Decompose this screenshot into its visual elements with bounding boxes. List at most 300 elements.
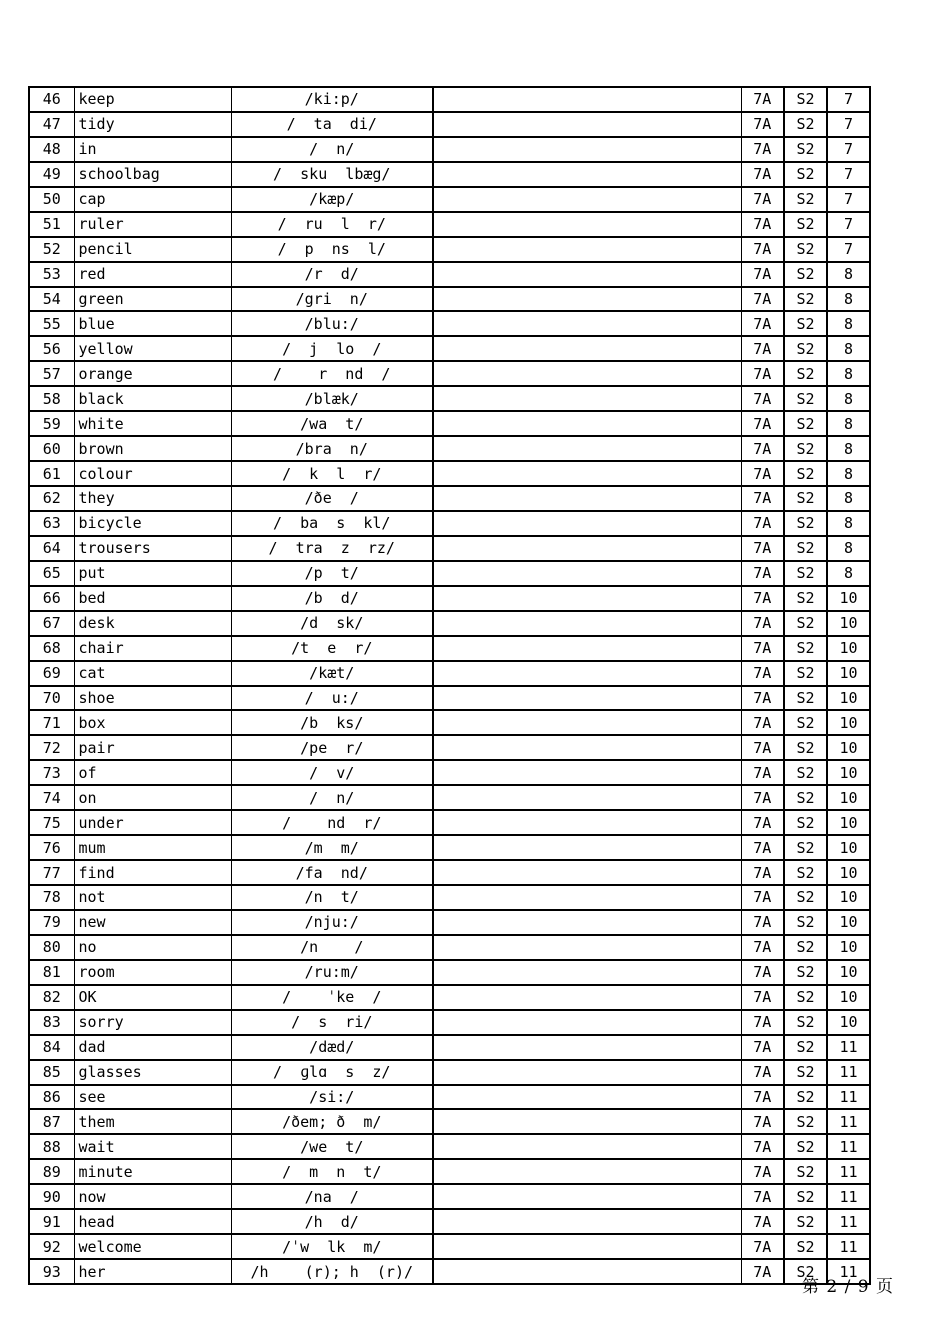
table-row [29,1134,870,1159]
blank-cell [433,1060,741,1085]
row-number: 76 [29,835,74,860]
row-number: 83 [29,1010,74,1035]
table-row [29,212,870,237]
word-cell: cap [74,187,231,212]
phonetic-cell: /kæp/ [231,187,433,212]
lesson-cell: 11 [827,1035,870,1060]
table-row [29,1209,870,1234]
lesson-cell: 10 [827,785,870,810]
table-row [29,461,870,486]
blank-cell [433,237,741,262]
lesson-cell: 10 [827,985,870,1010]
blank-cell [433,511,741,536]
table-row [29,561,870,586]
word-cell: not [74,885,231,910]
blank-cell [433,935,741,960]
phonetic-cell: / tra z rz/ [231,536,433,561]
lesson-cell: 8 [827,336,870,361]
phonetic-cell: /kæt/ [231,661,433,686]
blank-cell [433,1010,741,1035]
lesson-cell: 10 [827,611,870,636]
unit-cell: S2 [784,835,827,860]
lesson-cell: 10 [827,910,870,935]
word-cell: new [74,910,231,935]
unit-cell: S2 [784,611,827,636]
grade-cell: 7A [741,1234,784,1259]
row-number: 66 [29,586,74,611]
row-number: 70 [29,686,74,711]
grade-cell: 7A [741,137,784,162]
phonetic-cell: /blæk/ [231,386,433,411]
grade-cell: 7A [741,611,784,636]
phonetic-cell: /t e r/ [231,636,433,661]
blank-cell [433,735,741,760]
unit-cell: S2 [784,386,827,411]
lesson-cell: 10 [827,686,870,711]
row-number: 69 [29,661,74,686]
lesson-cell: 11 [827,1184,870,1209]
table-row [29,237,870,262]
table-row [29,960,870,985]
lesson-cell: 11 [827,1159,870,1184]
grade-cell: 7A [741,960,784,985]
lesson-cell: 10 [827,960,870,985]
word-cell: red [74,262,231,287]
unit-cell: S2 [784,860,827,885]
lesson-cell: 10 [827,760,870,785]
row-number: 73 [29,760,74,785]
blank-cell [433,436,741,461]
grade-cell: 7A [741,187,784,212]
unit-cell: S2 [784,1010,827,1035]
lesson-cell: 7 [827,212,870,237]
word-cell: white [74,411,231,436]
grade-cell: 7A [741,686,784,711]
word-cell: put [74,561,231,586]
row-number: 53 [29,262,74,287]
blank-cell [433,860,741,885]
lesson-cell: 8 [827,311,870,336]
blank-cell [433,336,741,361]
table-row [29,112,870,137]
blank-cell [433,1209,741,1234]
table-row [29,511,870,536]
table-row [29,536,870,561]
grade-cell: 7A [741,835,784,860]
word-cell: on [74,785,231,810]
word-cell: ruler [74,212,231,237]
phonetic-cell: / k l r/ [231,461,433,486]
table-row [29,910,870,935]
unit-cell: S2 [784,511,827,536]
table-row [29,311,870,336]
row-number: 84 [29,1035,74,1060]
row-number: 74 [29,785,74,810]
unit-cell: S2 [784,287,827,312]
row-number: 88 [29,1134,74,1159]
unit-cell: S2 [784,162,827,187]
grade-cell: 7A [741,361,784,386]
phonetic-cell: /b d/ [231,586,433,611]
blank-cell [433,461,741,486]
row-number: 62 [29,486,74,511]
grade-cell: 7A [741,636,784,661]
phonetic-cell: / j lo / [231,336,433,361]
grade-cell: 7A [741,586,784,611]
unit-cell: S2 [784,810,827,835]
unit-cell: S2 [784,960,827,985]
lesson-cell: 11 [827,1085,870,1110]
phonetic-cell: / n/ [231,137,433,162]
row-number: 77 [29,860,74,885]
row-number: 89 [29,1159,74,1184]
phonetic-cell: / ɡlɑ s z/ [231,1060,433,1085]
table-row [29,486,870,511]
phonetic-cell: / m n t/ [231,1159,433,1184]
table-row [29,835,870,860]
lesson-cell: 11 [827,1060,870,1085]
table-row [29,1085,870,1110]
table-row [29,810,870,835]
word-cell: of [74,760,231,785]
phonetic-cell: /b ks/ [231,710,433,735]
grade-cell: 7A [741,985,784,1010]
phonetic-cell: / sku lbæg/ [231,162,433,187]
lesson-cell: 8 [827,436,870,461]
blank-cell [433,885,741,910]
word-cell: bicycle [74,511,231,536]
grade-cell: 7A [741,1159,784,1184]
grade-cell: 7A [741,87,784,112]
blank-cell [433,536,741,561]
phonetic-cell: /gri n/ [231,287,433,312]
word-cell: find [74,860,231,885]
grade-cell: 7A [741,710,784,735]
row-number: 75 [29,810,74,835]
unit-cell: S2 [784,1060,827,1085]
unit-cell: S2 [784,187,827,212]
grade-cell: 7A [741,411,784,436]
grade-cell: 7A [741,212,784,237]
blank-cell [433,287,741,312]
word-cell: pencil [74,237,231,262]
unit-cell: S2 [784,311,827,336]
word-cell: head [74,1209,231,1234]
row-number: 59 [29,411,74,436]
row-number: 91 [29,1209,74,1234]
grade-cell: 7A [741,1035,784,1060]
word-cell: room [74,960,231,985]
word-cell: tidy [74,112,231,137]
blank-cell [433,835,741,860]
blank-cell [433,1035,741,1060]
table-row [29,586,870,611]
grade-cell: 7A [741,262,784,287]
unit-cell: S2 [784,735,827,760]
grade-cell: 7A [741,311,784,336]
lesson-cell: 8 [827,262,870,287]
word-cell: them [74,1109,231,1134]
row-number: 86 [29,1085,74,1110]
table-row [29,336,870,361]
row-number: 46 [29,87,74,112]
row-number: 72 [29,735,74,760]
lesson-cell: 11 [827,1209,870,1234]
row-number: 80 [29,935,74,960]
word-cell: her [74,1259,231,1284]
lesson-cell: 10 [827,710,870,735]
row-number: 47 [29,112,74,137]
row-number: 87 [29,1109,74,1134]
blank-cell [433,1259,741,1284]
blank-cell [433,212,741,237]
word-cell: pair [74,735,231,760]
row-number: 67 [29,611,74,636]
blank-cell [433,162,741,187]
grade-cell: 7A [741,386,784,411]
blank-cell [433,1184,741,1209]
table-row [29,760,870,785]
unit-cell: S2 [784,237,827,262]
word-cell: OK [74,985,231,1010]
lesson-cell: 10 [827,935,870,960]
row-number: 60 [29,436,74,461]
word-cell: colour [74,461,231,486]
row-number: 51 [29,212,74,237]
phonetic-cell: /we t/ [231,1134,433,1159]
phonetic-cell: /h (r); h (r)/ [231,1259,433,1284]
row-number: 68 [29,636,74,661]
unit-cell: S2 [784,1159,827,1184]
blank-cell [433,386,741,411]
word-cell: now [74,1184,231,1209]
phonetic-cell: / ta di/ [231,112,433,137]
phonetic-cell: /n t/ [231,885,433,910]
row-number: 93 [29,1259,74,1284]
phonetic-cell: /ðem; ð m/ [231,1109,433,1134]
phonetic-cell: /r d/ [231,262,433,287]
lesson-cell: 7 [827,187,870,212]
blank-cell [433,586,741,611]
unit-cell: S2 [784,586,827,611]
word-cell: see [74,1085,231,1110]
phonetic-cell: / ru l r/ [231,212,433,237]
unit-cell: S2 [784,561,827,586]
table-row [29,386,870,411]
lesson-cell: 8 [827,386,870,411]
row-number: 85 [29,1060,74,1085]
row-number: 63 [29,511,74,536]
row-number: 79 [29,910,74,935]
grade-cell: 7A [741,436,784,461]
lesson-cell: 10 [827,661,870,686]
unit-cell: S2 [784,785,827,810]
unit-cell: S2 [784,112,827,137]
vocabulary-table [28,86,871,1285]
blank-cell [433,810,741,835]
lesson-cell: 11 [827,1134,870,1159]
blank-cell [433,187,741,212]
row-number: 65 [29,561,74,586]
phonetic-cell: / ˈke / [231,985,433,1010]
unit-cell: S2 [784,436,827,461]
table-row [29,137,870,162]
unit-cell: S2 [784,461,827,486]
phonetic-cell: /si:/ [231,1085,433,1110]
grade-cell: 7A [741,661,784,686]
word-cell: mum [74,835,231,860]
word-cell: in [74,137,231,162]
phonetic-cell: /d sk/ [231,611,433,636]
lesson-cell: 7 [827,237,870,262]
row-number: 49 [29,162,74,187]
grade-cell: 7A [741,1010,784,1035]
row-number: 54 [29,287,74,312]
blank-cell [433,1134,741,1159]
blank-cell [433,611,741,636]
grade-cell: 7A [741,162,784,187]
phonetic-cell: / r nd / [231,361,433,386]
unit-cell: S2 [784,361,827,386]
blank-cell [433,910,741,935]
unit-cell: S2 [784,411,827,436]
blank-cell [433,785,741,810]
unit-cell: S2 [784,1209,827,1234]
grade-cell: 7A [741,287,784,312]
blank-cell [433,411,741,436]
lesson-cell: 7 [827,162,870,187]
row-number: 64 [29,536,74,561]
grade-cell: 7A [741,935,784,960]
row-number: 82 [29,985,74,1010]
unit-cell: S2 [784,1085,827,1110]
table-row [29,636,870,661]
unit-cell: S2 [784,1134,827,1159]
word-cell: bed [74,586,231,611]
row-number: 50 [29,187,74,212]
table-row [29,611,870,636]
blank-cell [433,661,741,686]
word-cell: yellow [74,336,231,361]
lesson-cell: 10 [827,810,870,835]
vocabulary-rows [29,87,870,1284]
word-cell: they [74,486,231,511]
blank-cell [433,311,741,336]
lesson-cell: 10 [827,1010,870,1035]
grade-cell: 7A [741,536,784,561]
phonetic-cell: /blu:/ [231,311,433,336]
page-number: 第 2 / 9 页 [802,1277,894,1297]
blank-cell [433,636,741,661]
word-cell: blue [74,311,231,336]
lesson-cell: 10 [827,860,870,885]
row-number: 57 [29,361,74,386]
table-row [29,785,870,810]
phonetic-cell: /ki:p/ [231,87,433,112]
unit-cell: S2 [784,985,827,1010]
row-number: 48 [29,137,74,162]
grade-cell: 7A [741,237,784,262]
grade-cell: 7A [741,810,784,835]
unit-cell: S2 [784,885,827,910]
grade-cell: 7A [741,910,784,935]
row-number: 56 [29,336,74,361]
word-cell: keep [74,87,231,112]
lesson-cell: 8 [827,486,870,511]
word-cell: schoolbag [74,162,231,187]
phonetic-cell: / u:/ [231,686,433,711]
phonetic-cell: /n / [231,935,433,960]
blank-cell [433,760,741,785]
word-cell: glasses [74,1060,231,1085]
phonetic-cell: / n/ [231,785,433,810]
table-row [29,361,870,386]
blank-cell [433,686,741,711]
row-number: 61 [29,461,74,486]
word-cell: shoe [74,686,231,711]
table-row [29,1109,870,1134]
table-row [29,1159,870,1184]
lesson-cell: 10 [827,586,870,611]
grade-cell: 7A [741,336,784,361]
blank-cell [433,262,741,287]
table-row [29,1184,870,1209]
unit-cell: S2 [784,336,827,361]
row-number: 71 [29,710,74,735]
table-row [29,985,870,1010]
word-cell: sorry [74,1010,231,1035]
unit-cell: S2 [784,1234,827,1259]
lesson-cell: 8 [827,561,870,586]
table-row [29,262,870,287]
lesson-cell: 10 [827,735,870,760]
word-cell: dad [74,1035,231,1060]
grade-cell: 7A [741,1085,784,1110]
phonetic-cell: /ru:m/ [231,960,433,985]
grade-cell: 7A [741,785,784,810]
lesson-cell: 7 [827,137,870,162]
phonetic-cell: /ˈw lk m/ [231,1234,433,1259]
word-cell: chair [74,636,231,661]
grade-cell: 7A [741,1259,784,1284]
table-row [29,710,870,735]
word-cell: minute [74,1159,231,1184]
grade-cell: 7A [741,1184,784,1209]
unit-cell: S2 [784,636,827,661]
grade-cell: 7A [741,1209,784,1234]
row-number: 58 [29,386,74,411]
grade-cell: 7A [741,1134,784,1159]
lesson-cell: 8 [827,536,870,561]
phonetic-cell: /na / [231,1184,433,1209]
phonetic-cell: /wa t/ [231,411,433,436]
grade-cell: 7A [741,735,784,760]
unit-cell: S2 [784,1109,827,1134]
row-number: 52 [29,237,74,262]
grade-cell: 7A [741,885,784,910]
lesson-cell: 8 [827,411,870,436]
lesson-cell: 8 [827,361,870,386]
blank-cell [433,361,741,386]
table-row [29,1010,870,1035]
table-row [29,885,870,910]
table-row [29,287,870,312]
word-cell: welcome [74,1234,231,1259]
table-row [29,860,870,885]
row-number: 78 [29,885,74,910]
word-cell: black [74,386,231,411]
lesson-cell: 8 [827,287,870,312]
